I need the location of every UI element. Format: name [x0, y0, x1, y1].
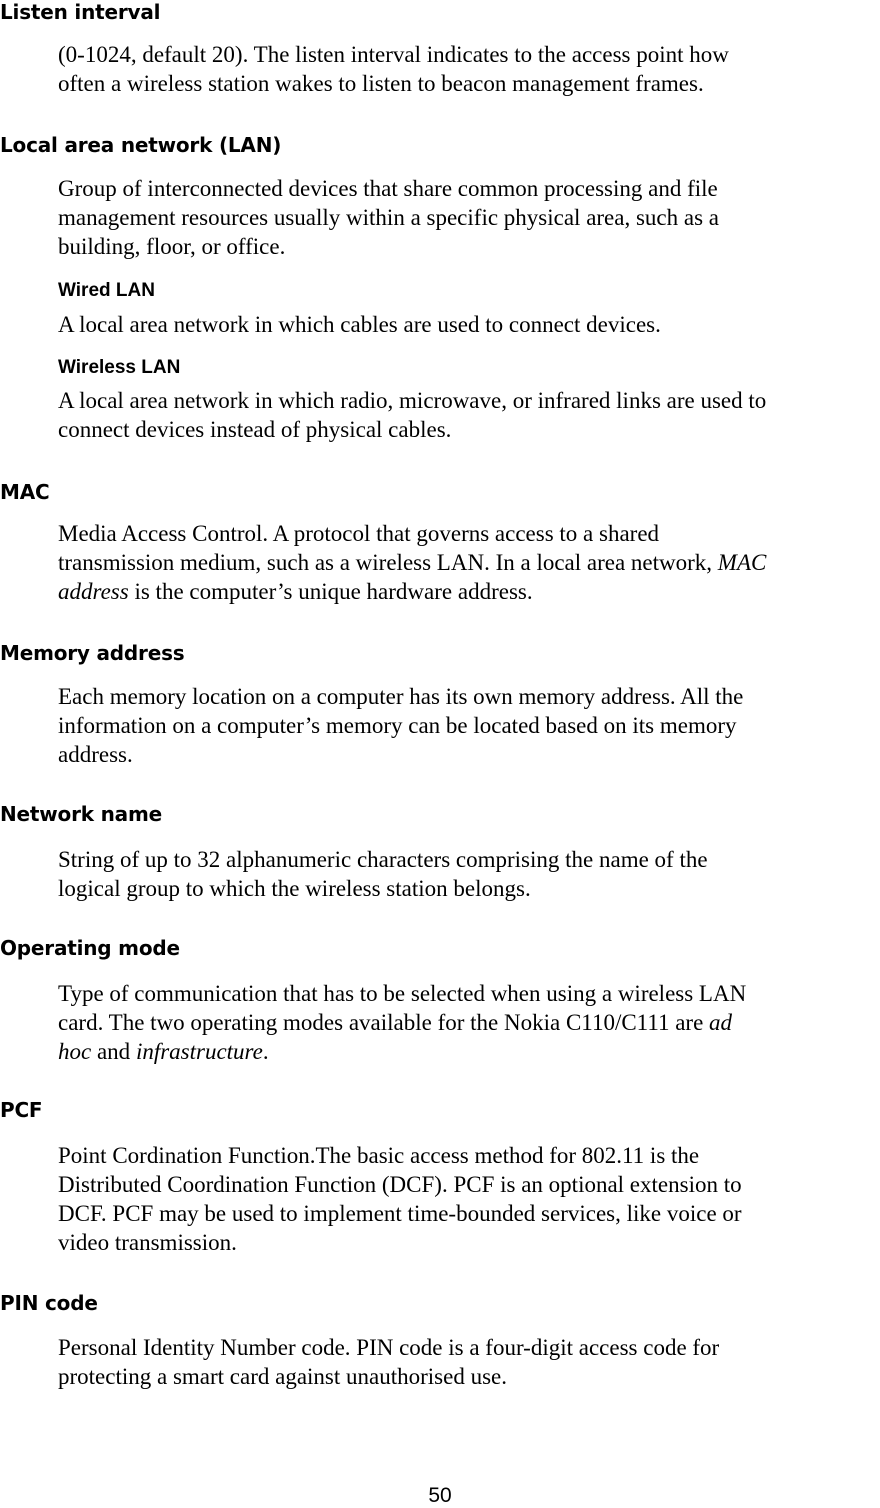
definition-line [58, 577, 880, 606]
definition-line: (0-1024, default 20). The listen interval indicates to the access point how [58, 42, 729, 67]
definition-line: protecting a smart card against unauthorised use. [58, 1364, 507, 1389]
page-number: 50 [428, 1484, 452, 1507]
definition-line: Point Cordination Function.The basic access method for 802.11 is the [58, 1143, 700, 1168]
definition-text: card. The two operating modes available for the Nokia C110/C111 are [58, 1010, 704, 1035]
definition-text: . [262, 1039, 269, 1064]
definition-line: Group of interconnected devices that share common processing and file [58, 176, 718, 201]
term-definition [58, 845, 880, 903]
definition-line [58, 1008, 880, 1037]
term-heading: PIN code [0, 1291, 98, 1315]
term-heading: Network name [0, 802, 162, 826]
definition-line: logical group to which the wireless station belongs. [58, 876, 531, 901]
subterm-heading: Wired LAN [58, 280, 155, 301]
definition-line: connect devices instead of physical cables. [58, 417, 452, 442]
definition-line: video transmission. [58, 1230, 237, 1255]
term-heading: Listen interval [0, 0, 161, 24]
definition-line: Distributed Coordination Function (DCF). PCF is an optional extension to [58, 1172, 742, 1197]
definition-line: String of up to 32 alphanumeric characters comprising the name of the [58, 847, 708, 872]
subterm-definition [58, 310, 880, 339]
definition-line: A local area network in which cables are used to connect devices. [58, 312, 661, 337]
definition-line: information on a computer’s memory can be located based on its memory [58, 713, 737, 738]
definition-text: is the computer’s unique hardware address. [134, 579, 533, 604]
term-definition [58, 1333, 880, 1391]
term-heading: Operating mode [0, 936, 180, 960]
term-heading: Memory address [0, 641, 185, 665]
term-definition [58, 1141, 880, 1257]
term-heading: PCF [0, 1098, 43, 1122]
definition-line: building, floor, or office. [58, 234, 286, 259]
definition-line [58, 548, 880, 577]
italic-term: ad [709, 1010, 733, 1035]
definition-line: Each memory location on a computer has its own memory address. All the [58, 684, 744, 709]
term-heading: MAC [0, 480, 50, 504]
definition-line: address. [58, 742, 133, 767]
definition-text: and [91, 1039, 131, 1064]
term-definition [58, 40, 880, 98]
definition-line: DCF. PCF may be used to implement time-bounded services, like voice or [58, 1201, 742, 1226]
italic-term: infrastructure [135, 1039, 263, 1064]
subterm-definition [58, 386, 880, 444]
definition-line: A local area network in which radio, microwave, or infrared links are used to [58, 388, 767, 413]
subterm-heading: Wireless LAN [58, 357, 181, 378]
term-definition [58, 979, 880, 1066]
term-definition [58, 519, 880, 606]
definition-line: Type of communication that has to be selected when using a wireless LAN [58, 981, 747, 1006]
definition-line: Personal Identity Number code. PIN code is a four-digit access code for [58, 1335, 720, 1360]
definition-line: Media Access Control. A protocol that governs access to a shared [58, 521, 660, 546]
definition-line: often a wireless station wakes to listen to beacon management frames. [58, 71, 704, 96]
term-definition [58, 682, 880, 769]
italic-term: hoc [58, 1039, 92, 1064]
italic-term: MAC [717, 550, 767, 575]
term-heading: Local area network (LAN) [0, 133, 282, 157]
term-definition [58, 174, 880, 261]
definition-text: transmission medium, such as a wireless LAN. In a local area network, [58, 550, 713, 575]
italic-term: address [58, 579, 129, 604]
definition-line [58, 1037, 880, 1066]
definition-line: management resources usually within a specific physical area, such as a [58, 205, 720, 230]
